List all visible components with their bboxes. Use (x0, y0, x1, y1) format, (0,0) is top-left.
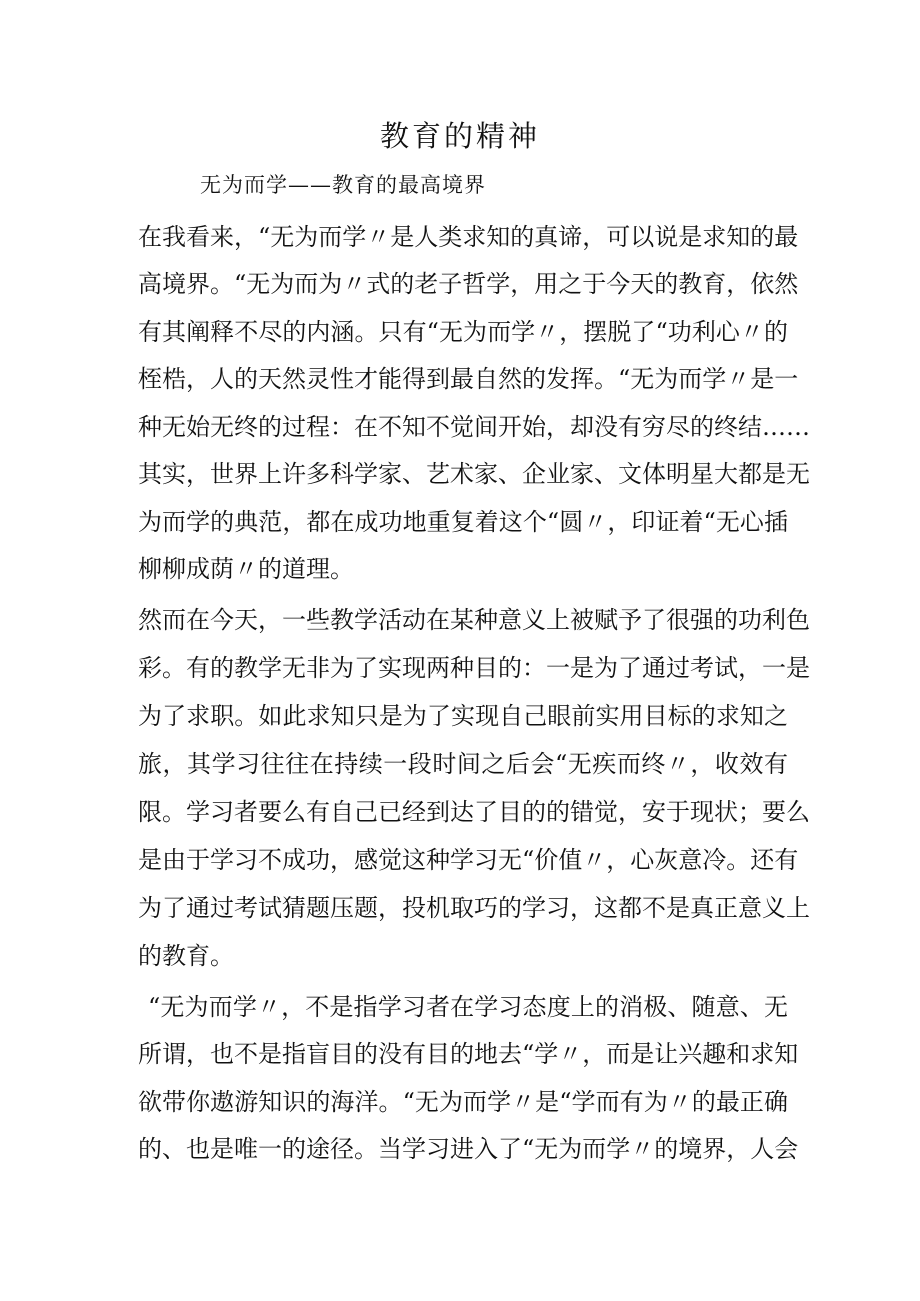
text-line: 为而学的典范，都在成功地重复着这个“圆〃，印证着“无心插 (138, 508, 788, 536)
text-line: 旅，其学习往往在持续一段时间之后会“无疾而终〃，收效有 (138, 750, 788, 778)
text-line: 种无始无终的过程：在不知不觉间开始，却没有穷尽的终结…… (138, 413, 810, 441)
text-line: 桎梏，人的天然灵性才能得到最自然的发挥。“无为而学〃是一 (138, 365, 799, 393)
text-line: 是由于学习不成功，感觉这种学习无“价值〃，心灰意冷。还有 (138, 846, 799, 874)
text-line: “无为而学〃，不是指学习者在学习态度上的消极、随意、无 (148, 993, 788, 1021)
text-line: 的教育。 (138, 942, 234, 970)
subtitle: 无为而学——教育的最高境界 (200, 173, 486, 197)
text-line: 高境界。“无为而为〃式的老子哲学，用之于今天的教育，依然 (138, 270, 799, 298)
text-line: 在我看来，“无为而学〃是人类求知的真谛，可以说是求知的最 (138, 223, 799, 251)
text-line: 为了求职。如此求知只是为了实现自己眼前实用目标的求知之 (138, 702, 788, 730)
text-line: 限。学习者要么有自己已经到达了目的的错觉，安于现状；要么 (138, 798, 810, 826)
text-line: 为了通过考试猜题压题，投机取巧的学习，这都不是真正意义上 (138, 894, 810, 922)
text-line: 的、也是唯一的途径。当学习进入了“无为而学〃的境界，人会 (138, 1135, 799, 1163)
text-line: 其实，世界上许多科学家、艺术家、企业家、文体明星大都是无 (138, 460, 810, 488)
text-line: 然而在今天，一些教学活动在某种意义上被赋予了很强的功利色 (138, 606, 810, 634)
page-title: 教育的精神 (379, 119, 540, 153)
text-line: 有其阐释不尽的内涵。只有“无为而学〃，摆脱了“功利心〃的 (138, 318, 788, 346)
text-line: 欲带你遨游知识的海洋。“无为而学〃是“学而有为〃的最正确 (138, 1088, 788, 1116)
text-line: 柳柳成荫〃的道理。 (138, 555, 354, 583)
text-line: 所谓，也不是指盲目的没有目的地去“学〃，而是让兴趣和求知 (138, 1040, 799, 1068)
text-line: 彩。有的教学无非为了实现两种目的：一是为了通过考试，一是 (138, 654, 810, 682)
